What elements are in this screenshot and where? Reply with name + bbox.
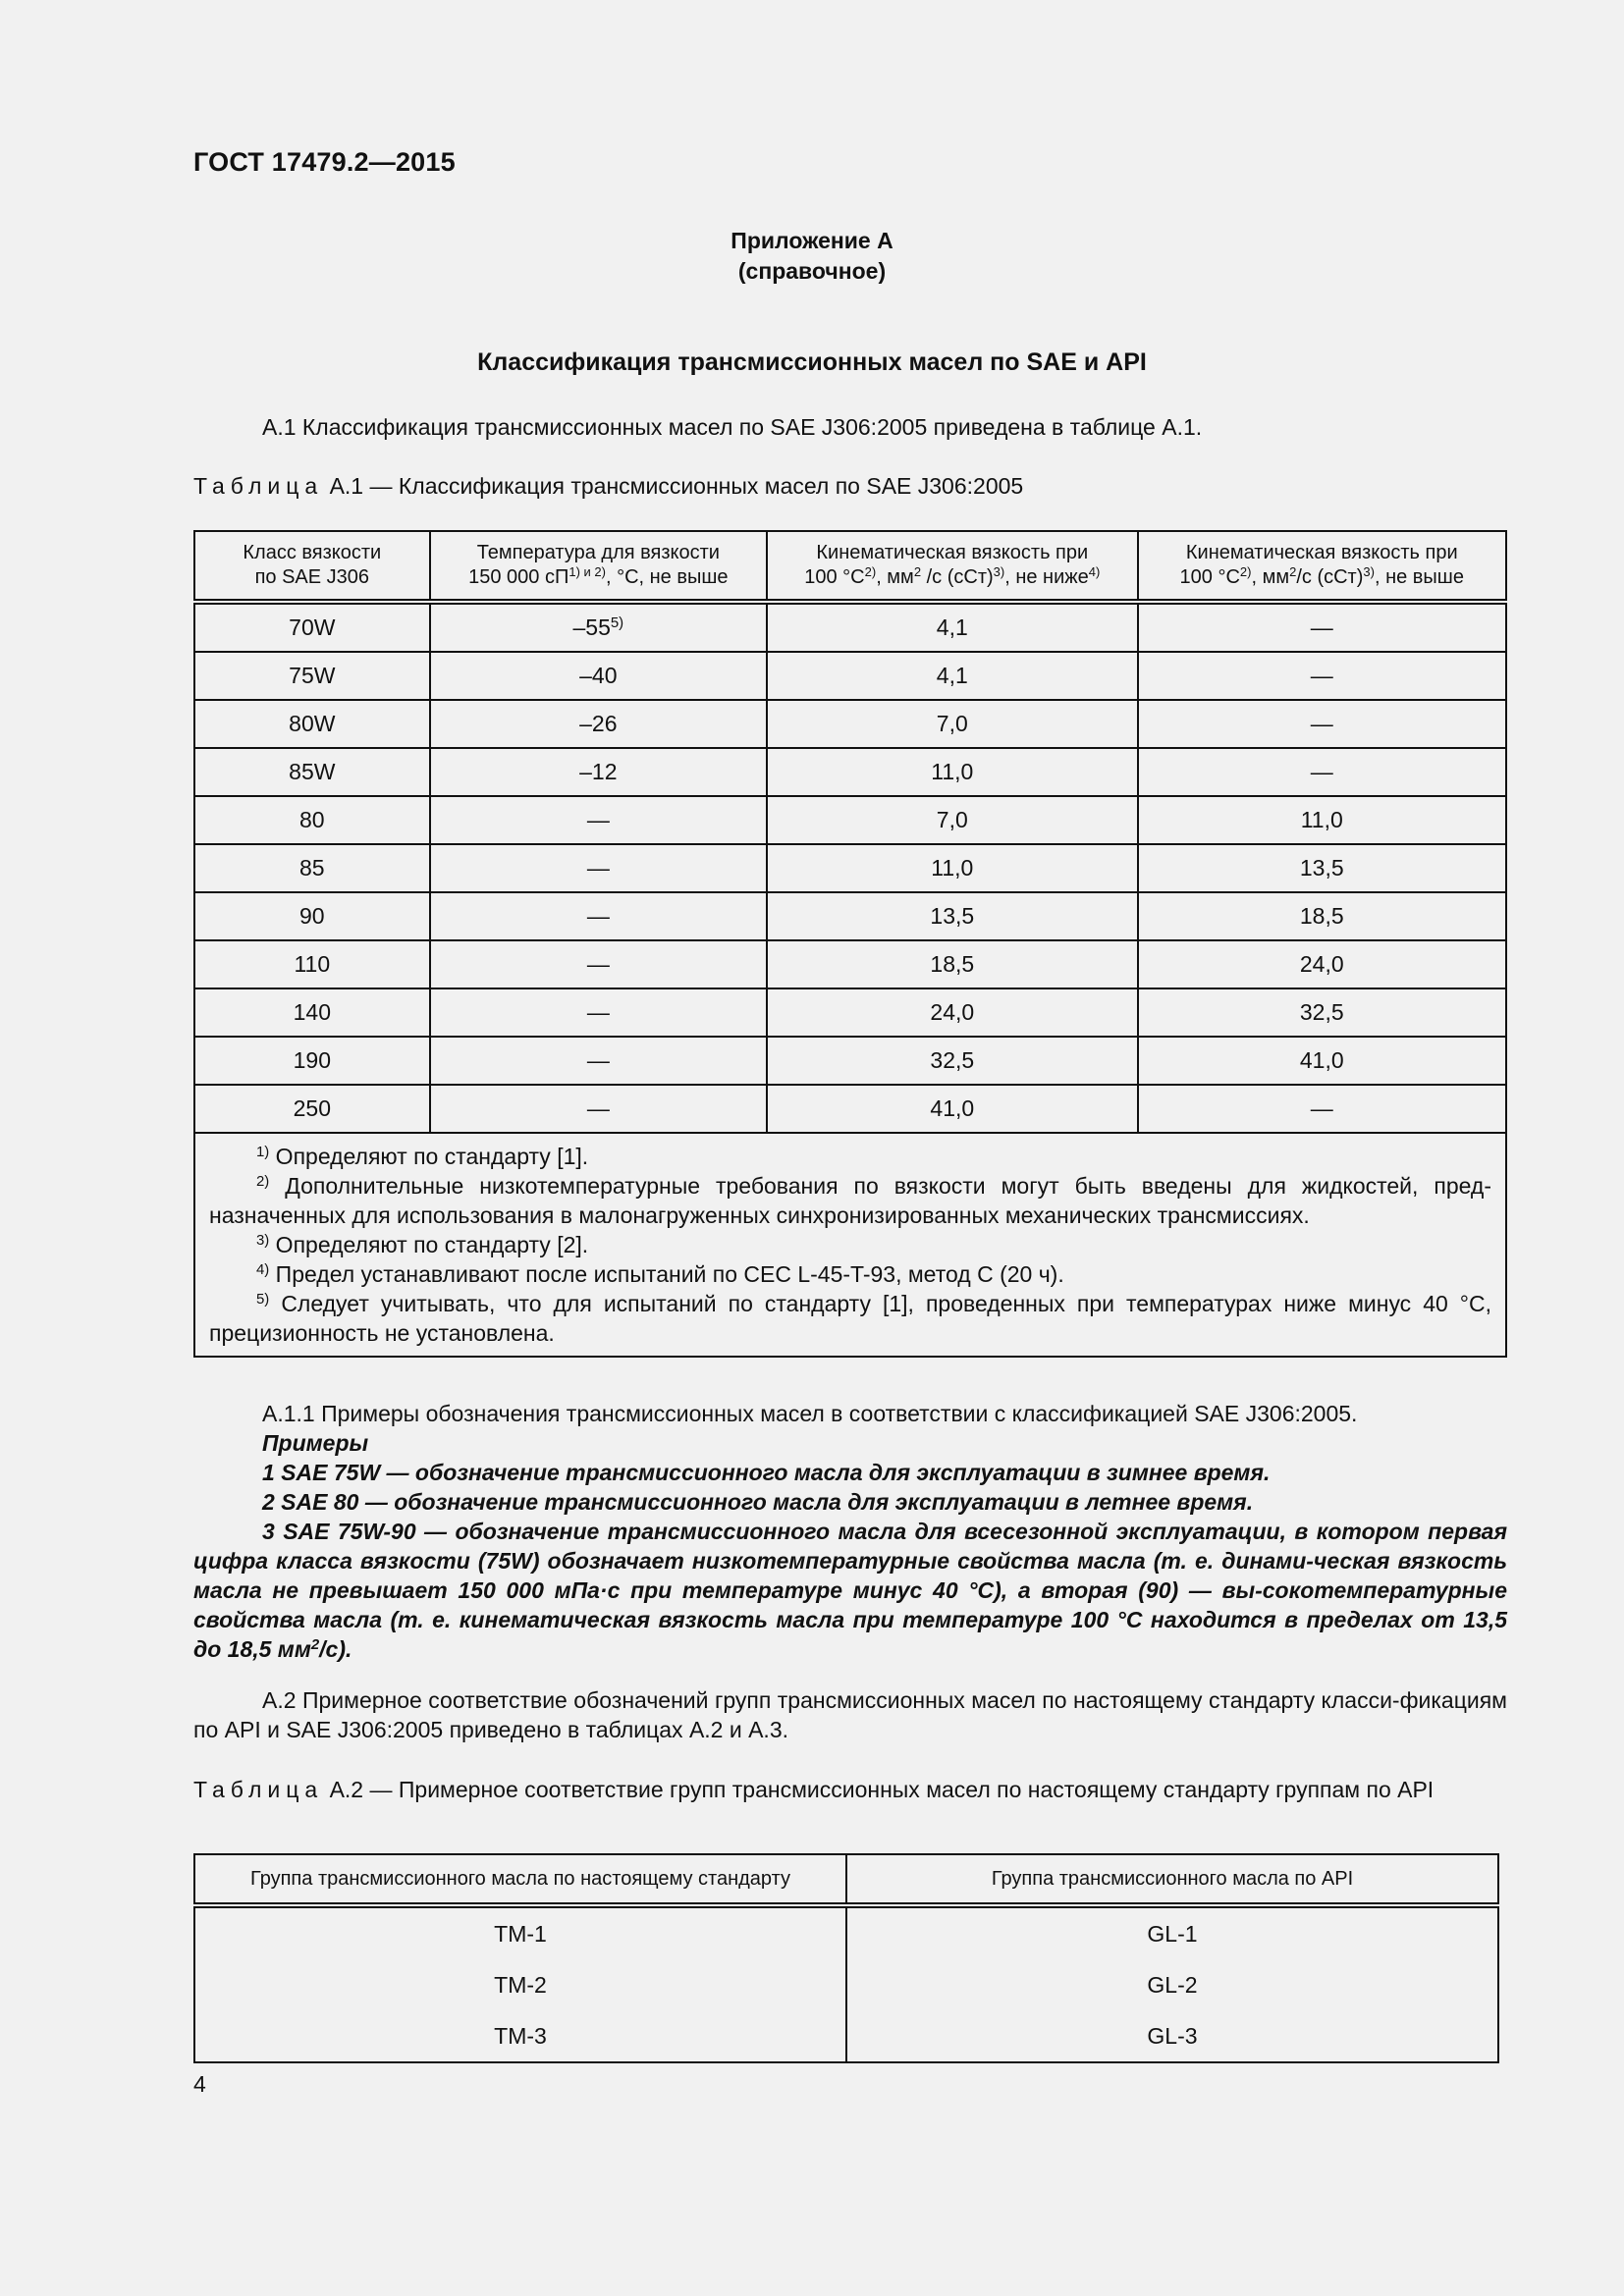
table-a1 xyxy=(193,530,1507,1358)
cell-kv-min: 11,0 xyxy=(767,748,1137,796)
example-2: 2 SAE 80 — обозначение трансмиссионного масла для эксплуатации в летнее время. xyxy=(262,1489,1254,1515)
header-kv-min: Кинематическая вязкость при 100 $^\circ С^{2)}$, $мм^2$ /с (сСт)$^{3)}$, не ниже$^{4)}$ xyxy=(767,531,1137,602)
cell-temperature: –55$^{5)}$ xyxy=(430,602,767,652)
table-row xyxy=(194,1959,1498,2010)
cell-sae-class: 80 xyxy=(194,796,430,844)
cell-kv-min: 32,5 xyxy=(767,1037,1137,1085)
examples-heading: Примеры xyxy=(262,1430,369,1456)
table-row xyxy=(194,602,1506,652)
cell-sae-class: 90 xyxy=(194,892,430,940)
table-row xyxy=(194,892,1506,940)
table-a2-caption xyxy=(193,1775,1507,1804)
cell-temperature: –26 xyxy=(430,700,767,748)
table-row xyxy=(194,796,1506,844)
cell-tm-group: ТМ-1 xyxy=(194,1905,846,1959)
cell-sae-class: 85 xyxy=(194,844,430,892)
cell-sae-class: 70W xyxy=(194,602,430,652)
table-row xyxy=(194,652,1506,700)
paragraph-a1: А.1 Классификация трансмиссионных масел по SAE J306:2005 приведена в таблице А.1. xyxy=(262,414,1203,440)
caption-label: Таблица xyxy=(193,1777,324,1802)
cell-kv-max: — xyxy=(1138,700,1506,748)
cell-api-group: GL-2 xyxy=(846,1959,1498,2010)
table-a2 xyxy=(193,1853,1499,2063)
cell-kv-max: — xyxy=(1138,748,1506,796)
cell-kv-max: 32,5 xyxy=(1138,988,1506,1037)
header-api-group: Группа трансмиссионного масла по API xyxy=(846,1854,1498,1905)
paragraph-a1-1: А.1.1 Примеры обозначения трансмиссионных масел в соответствии с классификацией SAE J306:2005. xyxy=(262,1401,1358,1426)
cell-sae-class: 80W xyxy=(194,700,430,748)
cell-temperature: –12 xyxy=(430,748,767,796)
cell-kv-max: 13,5 xyxy=(1138,844,1506,892)
caption-text: А.1 — Классификация трансмиссионных масел по SAE J306:2005 xyxy=(323,473,1024,499)
table-row xyxy=(194,1037,1506,1085)
cell-kv-min: 4,1 xyxy=(767,602,1137,652)
cell-sae-class: 190 xyxy=(194,1037,430,1085)
table-row xyxy=(194,1085,1506,1133)
cell-temperature: — xyxy=(430,1085,767,1133)
table-a1-caption xyxy=(193,471,1507,501)
cell-kv-max: — xyxy=(1138,1085,1506,1133)
cell-kv-max: 18,5 xyxy=(1138,892,1506,940)
example-1: 1 SAE 75W — обозначение трансмиссионного масла для эксплуатации в зимнее время. xyxy=(262,1460,1271,1485)
header-temperature: Температура для вязкости 150 000 $сП^{1) и 2)}$, °С, не выше xyxy=(430,531,767,602)
paragraph-a2: А.2 Примерное соответствие обозначений групп трансмиссионных масел по настоящему стандарту класси-фикациям по API и SAE J306:2005 приведено в таблицах А.2 и А.3. xyxy=(193,1687,1507,1742)
cell-sae-class: 250 xyxy=(194,1085,430,1133)
table-row xyxy=(194,2010,1498,2062)
cell-temperature: — xyxy=(430,844,767,892)
header-kv-max: Кинематическая вязкость при 100 $^\circ С^{2)}$, $мм^2/с$ (сСт)$^{3)}$, не выше xyxy=(1138,531,1506,602)
table-row xyxy=(194,748,1506,796)
table-row xyxy=(194,844,1506,892)
cell-temperature: — xyxy=(430,940,767,988)
table-header-row xyxy=(194,1854,1498,1905)
caption-label: Таблица xyxy=(193,473,324,499)
table-header-row xyxy=(194,531,1506,602)
cell-api-group: GL-3 xyxy=(846,2010,1498,2062)
table-row xyxy=(194,940,1506,988)
appendix-type: (справочное) xyxy=(737,258,887,284)
table-notes xyxy=(194,1133,1506,1357)
cell-temperature: — xyxy=(430,988,767,1037)
standard-id: ГОСТ 17479.2—2015 xyxy=(193,147,456,177)
cell-sae-class: 110 xyxy=(194,940,430,988)
cell-temperature: — xyxy=(430,796,767,844)
cell-sae-class: 85W xyxy=(194,748,430,796)
cell-tm-group: ТМ-3 xyxy=(194,2010,846,2062)
cell-tm-group: ТМ-2 xyxy=(194,1959,846,2010)
table-row xyxy=(194,1905,1498,1959)
example-3: 3 SAE 75W-90 — обозначение трансмиссионного масла для всесезонной эксплуатации, в котором первая цифра класса вязкости (75W) обозначает низкотемпературные свойства масла (т. е. динами-ческая вязкость масла не превышает 150 000 мПа·с при температуре минус 40 °С), а вторая (90) — вы-сокотемпературные свойства масла (т. е. кинематическая вязкость масла при температуре 100 °С находится в пределах от 13,5 до 18,5 $мм^2/с$). xyxy=(193,1519,1507,1662)
cell-kv-min: 7,0 xyxy=(767,796,1137,844)
appendix-heading xyxy=(0,226,1624,287)
cell-temperature: — xyxy=(430,892,767,940)
cell-sae-class: 75W xyxy=(194,652,430,700)
cell-kv-min: 7,0 xyxy=(767,700,1137,748)
footnote: $^{5)}$ Следует учитывать, что для испытаний по стандарту [1], проведенных при температурах ниже минус 40 °С, прецизионность не установлена. xyxy=(209,1290,1491,1346)
page-number: 4 xyxy=(193,2071,206,2097)
cell-kv-max: 24,0 xyxy=(1138,940,1506,988)
notes-row xyxy=(194,1133,1506,1357)
footnote: $^{2)}$ Дополнительные низкотемпературные требования по вязкости могут быть введены для жидкостей, пред-назначенных для использования в малонагруженных синхронизированных механических трансмиссиях. xyxy=(209,1172,1491,1228)
appendix-label: Приложение А xyxy=(731,228,893,253)
cell-kv-max: — xyxy=(1138,652,1506,700)
cell-kv-max: 11,0 xyxy=(1138,796,1506,844)
cell-kv-min: 24,0 xyxy=(767,988,1137,1037)
caption-text: А.2 — Примерное соответствие групп трансмиссионных масел по настоящему стандарту группам по API xyxy=(323,1777,1435,1802)
footnote: $^{4)}$ Предел устанавливают после испытаний по CEC L-45-T-93, метод С (20 ч). xyxy=(256,1260,1064,1287)
header-tm-group: Группа трансмиссионного масла по настоящему стандарту xyxy=(194,1854,846,1905)
cell-api-group: GL-1 xyxy=(846,1905,1498,1959)
table-row xyxy=(194,700,1506,748)
cell-kv-min: 11,0 xyxy=(767,844,1137,892)
cell-sae-class: 140 xyxy=(194,988,430,1037)
footnote: $^{1)}$ Определяют по стандарту [1]. xyxy=(256,1143,589,1169)
footnote: $^{3)}$ Определяют по стандарту [2]. xyxy=(256,1231,589,1257)
section-title: Классификация трансмиссионных масел по SAE и API xyxy=(477,348,1147,376)
examples-block xyxy=(193,1428,1507,1664)
cell-temperature: — xyxy=(430,1037,767,1085)
cell-kv-min: 4,1 xyxy=(767,652,1137,700)
table-row xyxy=(194,988,1506,1037)
cell-kv-min: 18,5 xyxy=(767,940,1137,988)
cell-kv-min: 13,5 xyxy=(767,892,1137,940)
cell-kv-max: — xyxy=(1138,602,1506,652)
header-sae-class: Класс вязкости по SAE J306 xyxy=(194,531,430,602)
cell-kv-max: 41,0 xyxy=(1138,1037,1506,1085)
cell-kv-min: 41,0 xyxy=(767,1085,1137,1133)
cell-temperature: –40 xyxy=(430,652,767,700)
